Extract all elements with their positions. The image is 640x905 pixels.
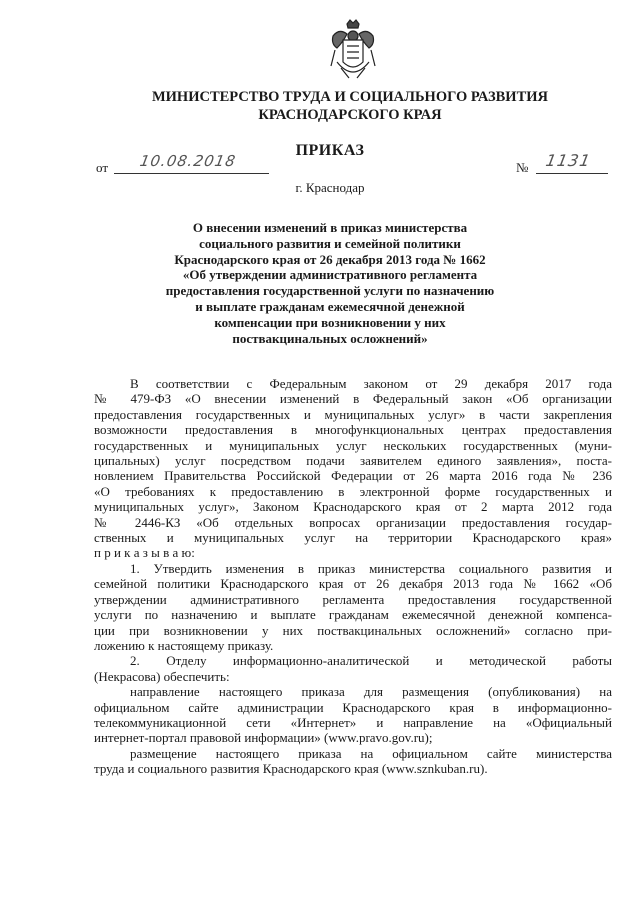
subject-line: «Об утверждении административного регламента [182, 267, 478, 283]
ministry-name-line2: КРАСНОДАРСКОГО КРАЯ [258, 107, 442, 123]
subject-line: социального развития и семейной политики [199, 235, 461, 251]
body-text-line: труда и социального развития Краснодарского края (www.sznkuban.ru). [94, 761, 488, 777]
body-text-line: размещение настоящего приказа на официальном сайте министерства [130, 745, 612, 761]
body-text-line: ципальных) услуг посредством подачи заявителем единого заявления», поста- [94, 453, 612, 469]
body-text-line: 2. Отделу информационно-аналитической и методической работы [130, 653, 612, 669]
date-underline [114, 173, 269, 174]
ministry-name-line1: МИНИСТЕРСТВО ТРУДА И СОЦИАЛЬНОГО РАЗВИТИЯ [151, 89, 549, 105]
number-underline [536, 173, 608, 174]
body-text-line: ложению к настоящему приказу. [94, 637, 274, 653]
body-text-line: телекоммуникационной сети «Интернет» и направление на «Официальный [94, 714, 612, 730]
body-text-line: предоставления государственных и муниципальных услуг» в части закрепления [94, 406, 612, 422]
body-text-line: семейной политики Краснодарского края от 26 декабря 2013 года № 1662 «Об [94, 576, 612, 592]
body-text-line: интернет-портал правовой информации» (www.pravo.gov.ru); [94, 730, 433, 746]
order-body [94, 376, 612, 777]
body-text-line: «О требованиях к предоставлению в электронной форме государственных и [94, 483, 612, 499]
body-text-line: № 2446-КЗ «Об отдельных вопросах организации предоставления государ- [94, 514, 612, 530]
body-text-line: п р и к а з ы в а ю: [94, 545, 195, 561]
subject-line: поствакцинальных осложнений» [232, 330, 428, 346]
number-prefix: № [516, 160, 529, 175]
coat-of-arms-emblem [327, 18, 379, 88]
body-text-line: возможности предоставления в многофункциональных центрах предоставления [94, 422, 612, 438]
body-text-line: (Некрасова) обеспечить: [94, 668, 230, 684]
ministry-name [100, 88, 600, 124]
body-text-line: официальном сайте администрации Краснодарского края в информационно- [94, 699, 612, 715]
handwritten-date: 10.08.2018 [138, 152, 238, 170]
date-prefix: от [96, 160, 109, 175]
body-text-line: государственных и муниципальных услуг нескольких государственных (муни- [94, 437, 612, 453]
subject-line: Краснодарского края от 26 декабря 2013 года № 1662 [174, 251, 486, 267]
body-text-line: направление настоящего приказа для размещения (опубликования) на [130, 684, 612, 700]
subject-line: О внесении изменений в приказ министерства [192, 220, 468, 235]
body-text-line: ции при возникновении у них поствакцинальных осложнений» согласно при- [94, 622, 612, 638]
body-text-line: утверждении административного регламента предоставления государственной [94, 591, 612, 607]
handwritten-number: 1131 [544, 151, 593, 170]
subject-line: и выплате гражданам ежемесячной денежной [195, 298, 465, 314]
body-text-line: 1. Утвердить изменения в приказ министерства социального развития и [130, 560, 612, 576]
subject-line: компенсации при возникновении у них [214, 314, 446, 330]
order-subject [120, 220, 540, 346]
body-text-line: услуги по назначению и выплате гражданам ежемесячной денежной компенса- [94, 607, 612, 623]
document-type: ПРИКАЗ [295, 142, 365, 159]
city: г. Краснодар [295, 180, 365, 195]
body-text-line: № 479-ФЗ «О внесении изменений в Федеральный закон «Об организации [94, 391, 612, 407]
subject-line: предоставления государственной услуги по назначению [165, 283, 495, 299]
body-text-line: новлением Правительства Российской Федерации от 26 марта 2016 года № 236 [94, 468, 612, 484]
body-text-line: муниципальных услуг», Законом Краснодарского края от 2 марта 2012 года [94, 499, 612, 515]
body-text-line: ственных и муниципальных услуг на территории Краснодарского края» [94, 530, 612, 546]
body-text-line: В соответствии с Федеральным законом от 29 декабря 2017 года [130, 376, 612, 391]
date-number-row [96, 152, 616, 180]
